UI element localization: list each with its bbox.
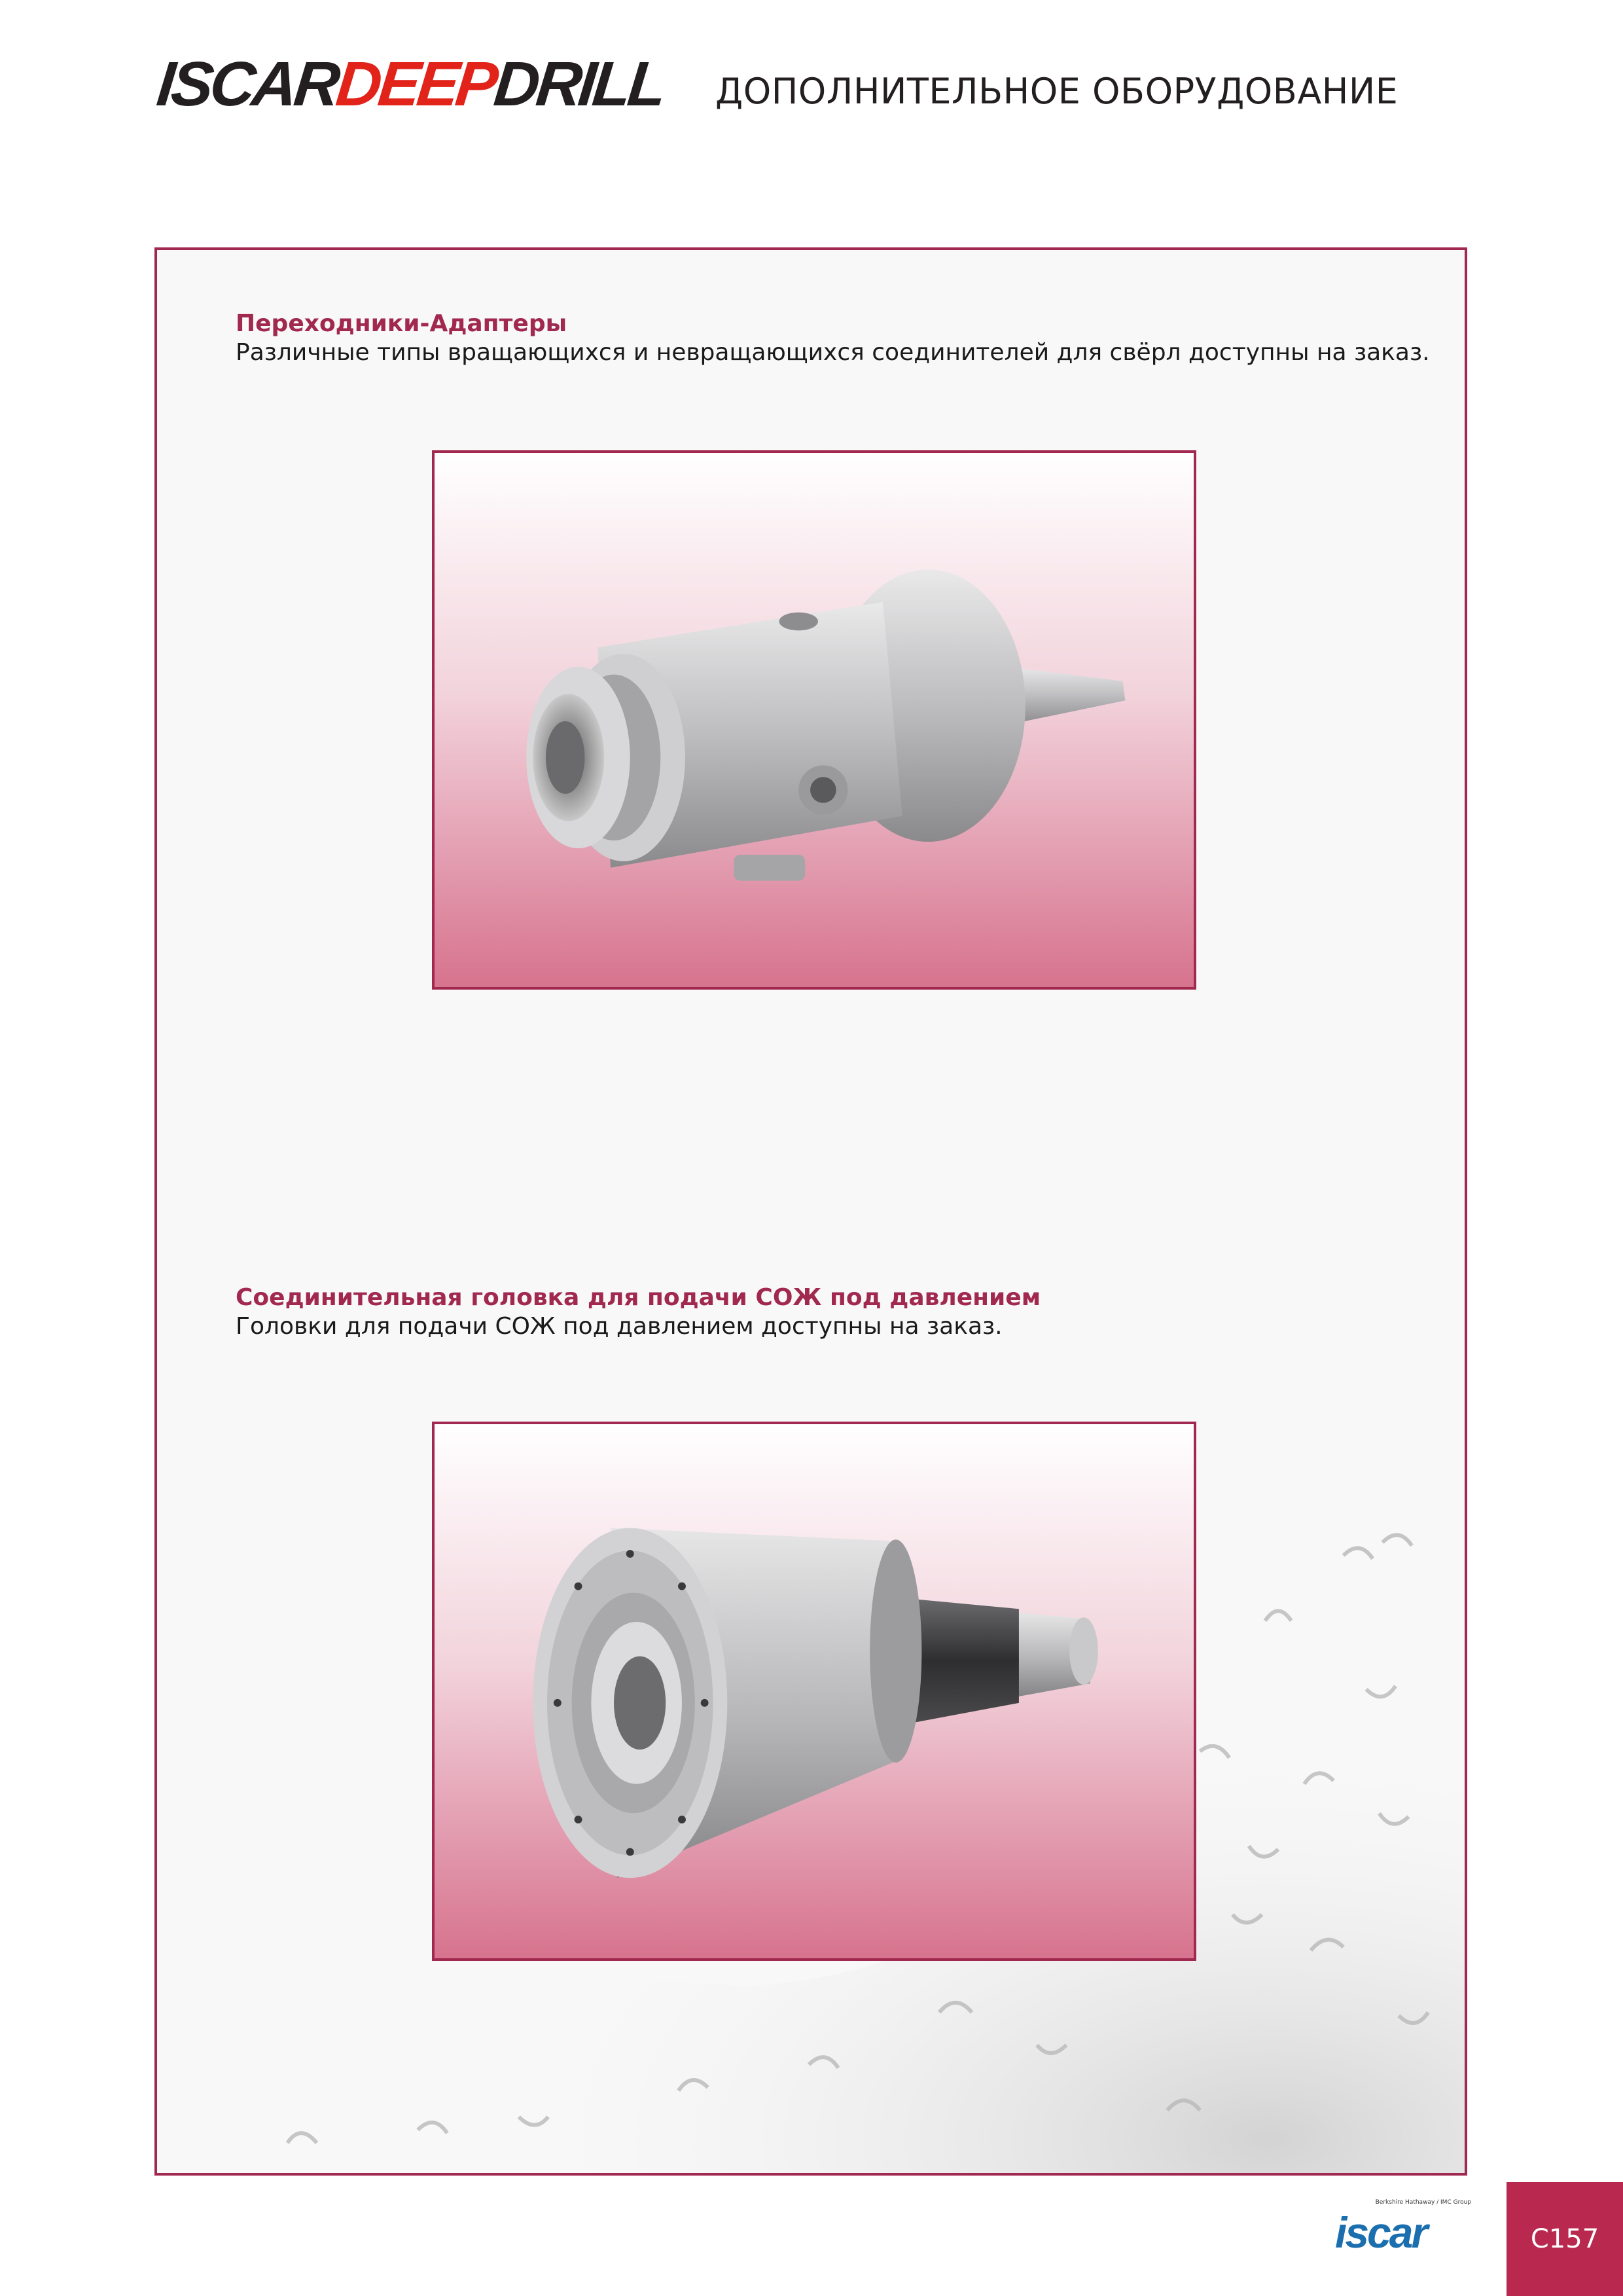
section-description-coolant-head: Головки для подачи СОЖ под давлением доступны на заказ.: [236, 1313, 1003, 1340]
iscar-logo: [1335, 2199, 1471, 2257]
brand-logo-iscar: ISCAR: [153, 49, 340, 119]
section-description-adapters: Различные типы вращающихся и невращающихся соединителей для свёрл доступны на заказ.: [236, 339, 1430, 366]
page-header-title: ДОПОЛНИТЕЛЬНОЕ ОБОРУДОВАНИЕ: [715, 71, 1399, 112]
brand-logo-deep: DEEP: [332, 49, 499, 119]
content-panel: [154, 247, 1467, 2176]
iscar-logo-text: iscar: [1335, 2208, 1427, 2257]
coolant-head-photo: [432, 1422, 1196, 1961]
page-number-tab: [1507, 2182, 1623, 2296]
page-number: C157: [1530, 2224, 1599, 2254]
section-title-coolant-head: Соединительная головка для подачи СОЖ под давлением: [236, 1284, 1041, 1311]
iscar-logo-tagline: Berkshire Hathaway / IMC Group: [1375, 2199, 1471, 2206]
section-title-adapters: Переходники-Адаптеры: [236, 310, 567, 337]
brand-logo: [153, 49, 667, 119]
rotating-adapter-photo: [432, 450, 1196, 990]
brand-logo-drill: DRILL: [491, 49, 667, 119]
